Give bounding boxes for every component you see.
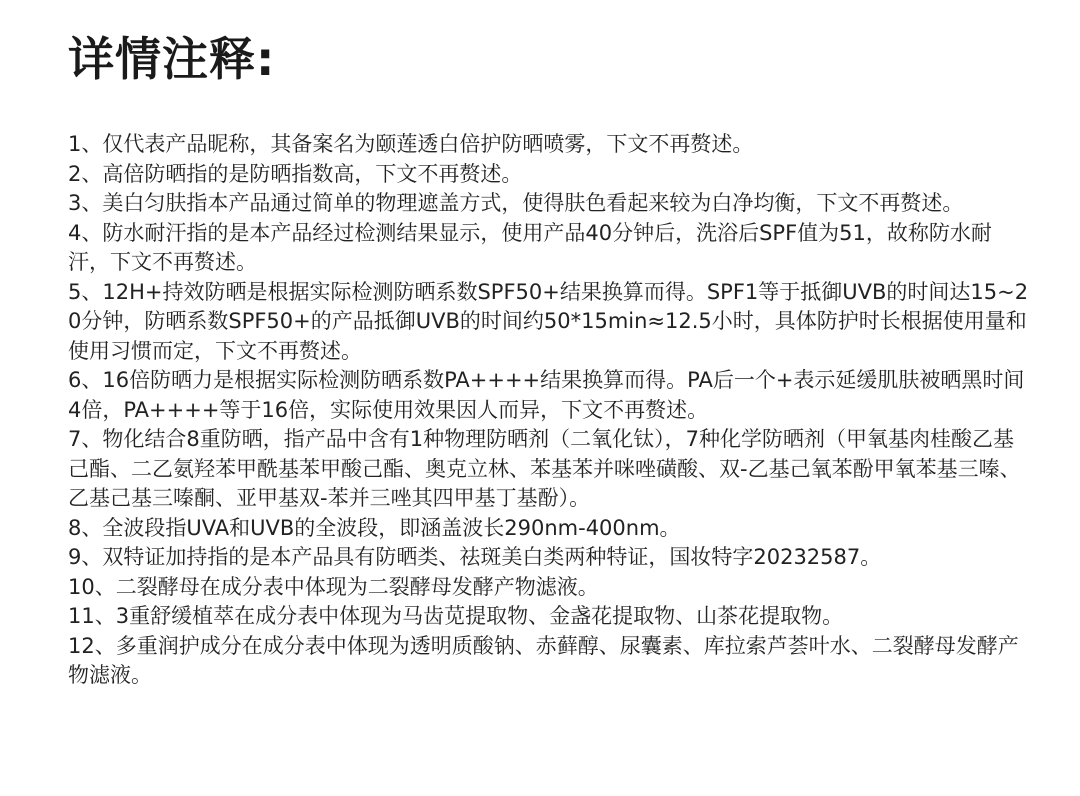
notes-list	[68, 130, 1030, 691]
note-item-12: 12、多重润护成分在成分表中体现为透明质酸钠、赤藓醇、尿囊素、库拉索芦荟叶水、二裂酵母发酵产物滤液。	[68, 633, 1019, 687]
note-item-9: 9、双特证加持指的是本产品具有防晒类、祛斑美白类两种特证，国妆特字20232587。	[68, 545, 882, 569]
note-item-7: 7、物化结合8重防晒，指产品中含有1种物理防晒剂（二氧化钛），7种化学防晒剂（甲氧基肉桂酸乙基己酯、二乙氨羟苯甲酰基苯甲酸己酯、奥克立林、苯基苯并咪唑磺酸、双-乙基己氧苯酚甲氧苯基三嗪、乙基己基三嗪酮、亚甲基双-苯并三唑其四甲基丁基酚）。	[68, 427, 1021, 510]
note-item-6: 6、16倍防晒力是根据实际检测防晒系数PA++++结果换算而得。PA后一个+表示延缓肌肤被晒黑时间4倍，PA++++等于16倍，实际使用效果因人而异，下文不再赘述。	[68, 368, 1025, 422]
note-item-2: 2、高倍防晒指的是防晒指数高，下文不再赘述。	[68, 161, 523, 186]
note-item-3: 3、美白匀肤指本产品通过简单的物理遮盖方式，使得肤色看起来较为白净均衡，下文不再赘述。	[68, 191, 964, 215]
note-item-5: 5、12H+持效防晒是根据实际检测防晒系数SPF50+结果换算而得。SPF1等于抵御UVB的时间达15~20分钟，防晒系数SPF50+的产品抵御UVB的时间约50*15min≈12.5小时，具体防护时长根据使用量和使用习惯而定，下文不再赘述。	[68, 279, 1029, 363]
note-item-11: 11、3重舒缓植萃在成分表中体现为马齿苋提取物、金盏花提取物、山茶花提取物。	[68, 604, 844, 628]
note-item-10: 10、二裂酵母在成分表中体现为二裂酵母发酵产物滤液。	[68, 574, 599, 599]
page-title: 详情注释:	[68, 32, 276, 86]
note-item-8: 8、全波段指UVA和UVB的全波段，即涵盖波长290nm-400nm。	[68, 515, 681, 540]
note-item-1: 1、仅代表产品昵称，其备案名为颐莲透白倍护防晒喷雾，下文不再赘述。	[68, 132, 754, 156]
note-item-4: 4、防水耐汗指的是本产品经过检测结果显示，使用产品40分钟后，洗浴后SPF值为51，故称防水耐汗，下文不再赘述。	[68, 220, 992, 274]
